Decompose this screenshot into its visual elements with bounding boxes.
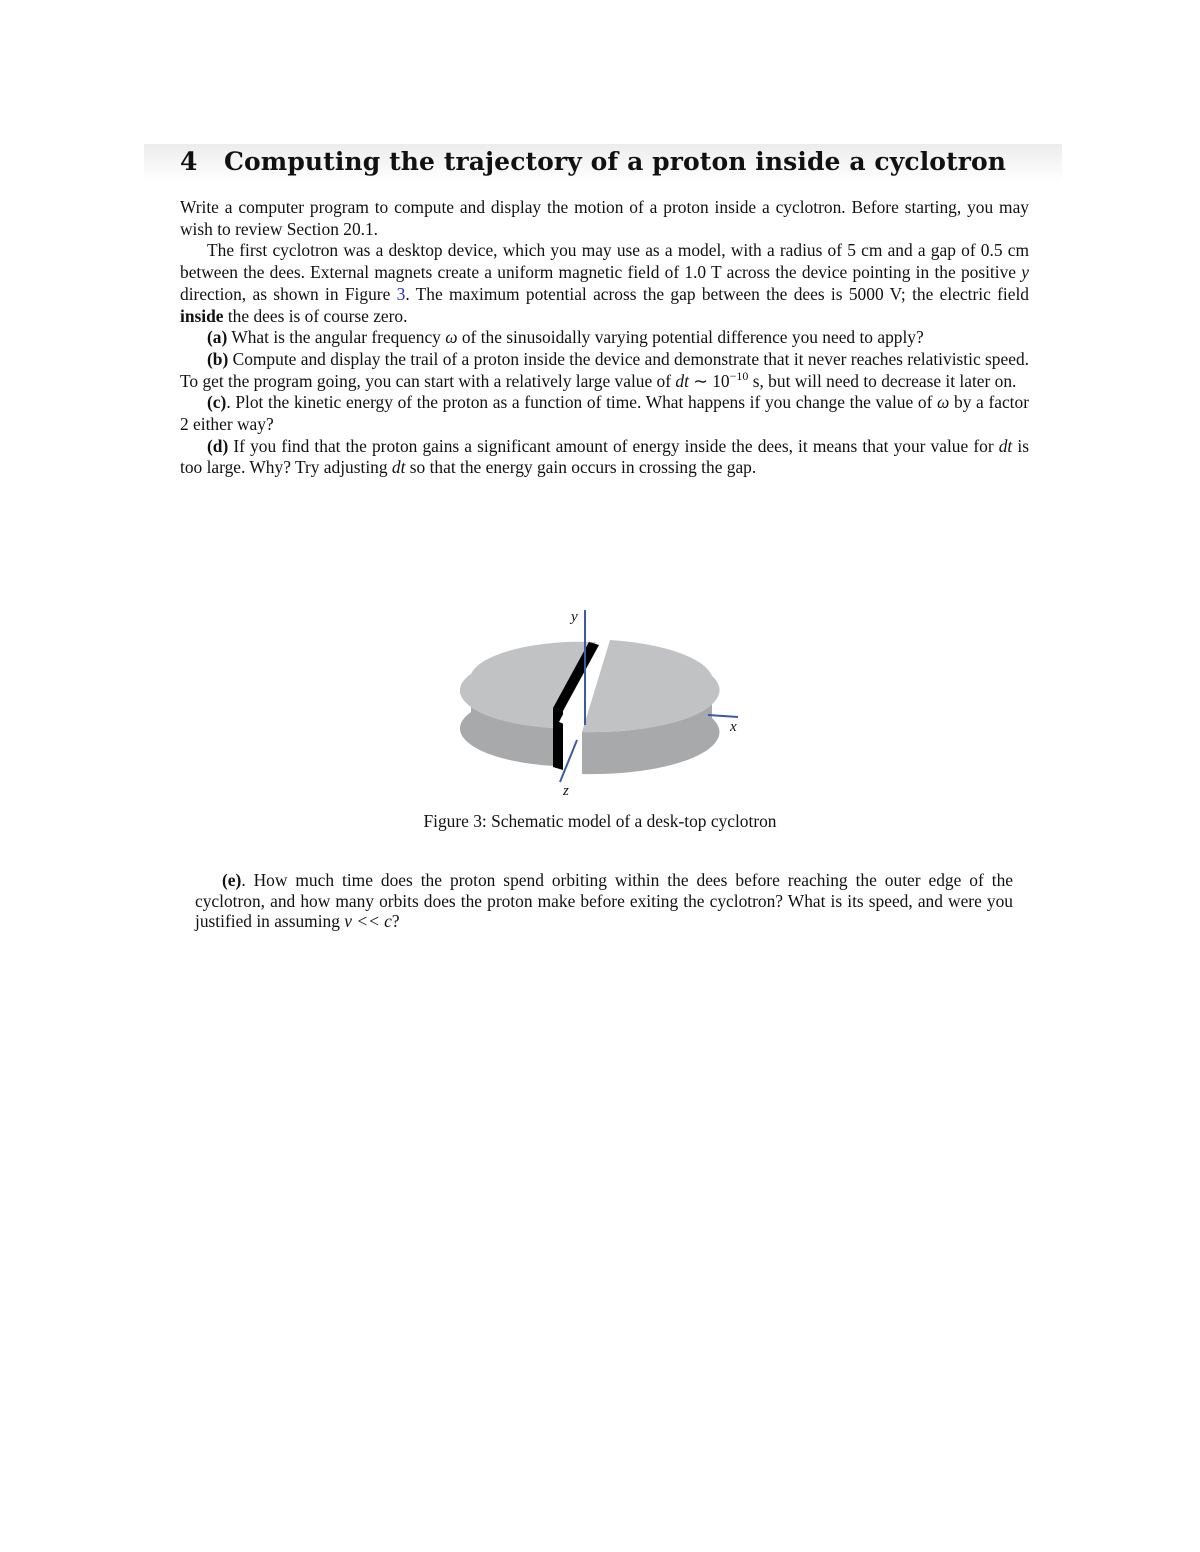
question-a-text-1: What is the angular frequency xyxy=(227,327,446,348)
var-dt: dt xyxy=(998,435,1013,456)
cyclotron-diagram xyxy=(460,600,750,800)
question-c-label: (c) xyxy=(207,392,227,413)
question-e-label: (e) xyxy=(222,870,242,890)
device-text-1: The first cyclotron was a desktop device, which you may use as a model, with a radius of 5 cm and a gap of 0.5 cm between the dees. External magnets create a uniform magnetic field of 1.0 T across the device pointing in the positive xyxy=(180,240,1029,283)
question-a xyxy=(180,327,1029,349)
device-paragraph xyxy=(180,240,1029,327)
question-b xyxy=(180,349,1029,392)
question-d-label: (d) xyxy=(207,435,229,456)
var-omega: ω xyxy=(445,327,458,348)
section-heading xyxy=(180,147,1006,176)
var-omega: ω xyxy=(937,392,950,413)
bold-inside: inside xyxy=(180,305,224,326)
question-d-text-2: is too large. Why? Try adjusting xyxy=(180,435,1029,478)
question-e-text-1: . How much time does the proton spend orbiting within the dees before reaching the outer edge of the cyclotron, and how many orbits does the proton make before exiting the cyclotron? What is its speed, and were you justified in assuming xyxy=(195,870,1013,931)
x-axis-label: x xyxy=(730,719,737,735)
question-b-sim: ∼ 10 xyxy=(688,370,730,391)
math-v-less-c: v << c xyxy=(344,911,392,931)
question-b-text-2: s, but will need to decrease it later on. xyxy=(748,370,1017,391)
question-b-label: (b) xyxy=(207,348,229,369)
question-b-text-1: Compute and display the trail of a proton inside the device and demonstrate that it never reaches relativistic speed. To get the program going, you can start with a relatively large value of xyxy=(180,348,1029,391)
figure-reference-link[interactable]: 3 xyxy=(396,283,406,304)
question-c-text-2: by a factor 2 either way? xyxy=(180,392,1029,435)
var-y: y xyxy=(1021,262,1029,283)
question-e-text-2: ? xyxy=(391,911,400,931)
question-c xyxy=(180,392,1029,435)
question-d xyxy=(180,436,1029,479)
question-e xyxy=(195,870,1013,932)
section-number: 4 xyxy=(180,147,198,176)
question-a-text-2: of the sinusoidally varying potential difference you need to apply? xyxy=(457,327,924,348)
question-d-text-3: so that the energy gain occurs in crossing the gap. xyxy=(405,457,757,478)
question-a-label: (a) xyxy=(207,327,228,348)
cyclotron-figure xyxy=(460,600,750,800)
question-c-text-1: . Plot the kinetic energy of the proton as a function of time. What happens if you change the value of xyxy=(226,392,938,413)
device-text-2: direction, as shown in Figure xyxy=(180,283,397,304)
z-axis-label: z xyxy=(563,783,569,799)
figure-caption: Figure 3: Schematic model of a desk-top cyclotron xyxy=(423,811,777,831)
intro-paragraph xyxy=(180,197,1029,240)
var-dt: dt xyxy=(675,370,689,391)
y-axis-label: y xyxy=(571,609,578,625)
question-d-text-1: If you find that the proton gains a significant amount of energy inside the dees, it means that your value for xyxy=(228,435,999,456)
exponent: −10 xyxy=(729,368,749,383)
var-dt: dt xyxy=(391,457,406,478)
section-title: Computing the trajectory of a proton inside a cyclotron xyxy=(224,147,1007,176)
device-text-3: . The maximum potential across the gap between the dees is 5000 V; the electric field xyxy=(405,283,1029,304)
intro-text: Write a computer program to compute and display the motion of a proton inside a cyclotron. Before starting, you may wish to review Section 20.1. xyxy=(180,197,1029,239)
x-axis-line xyxy=(708,715,738,717)
body-text xyxy=(180,197,1029,479)
device-text-4: the dees is of course zero. xyxy=(223,305,408,326)
